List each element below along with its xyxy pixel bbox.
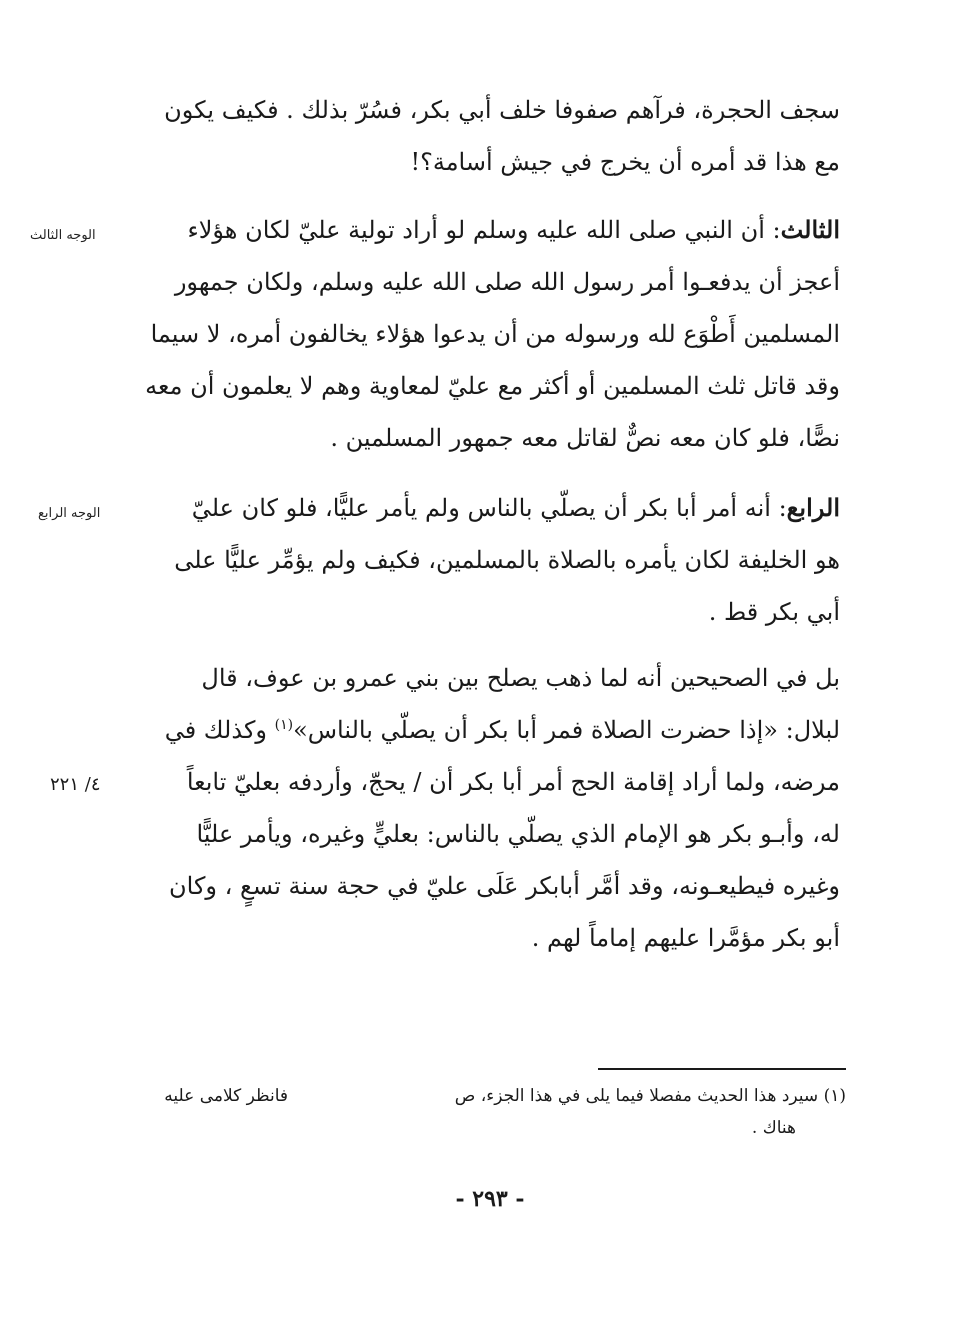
margin-page-reference: ٤/ ٢٢١	[50, 774, 101, 795]
footnote-marker: (١)	[274, 717, 294, 733]
footnote-number: (١)	[823, 1086, 846, 1106]
text-line: له، وأبـو بكر هو الإمام الذي يصلّي بالناس: بعليٍّ وغيره، ويأمر عليًّا	[196, 820, 840, 848]
text-line: سجف الحجرة، فرآهم صفوفا خلف أبي بكر، فسُرّ بذلك . فكيف يكون	[164, 96, 840, 124]
footnote-text: سيرد هذا الحديث مفصلا فيما يلى في هذا الجزء، ص	[454, 1086, 819, 1106]
text-fragment: لبلال: «إذا حضرت الصلاة فمر أبا بكر أن يصلّي بالناس»	[293, 716, 840, 744]
text-line	[140, 204, 840, 256]
text-line: مرضه، ولما أراد إقامة الحج أمر أبا بكر أن / يحجّ، وأردفه بعليّ تابعاً	[186, 768, 840, 796]
text-line: أبو بكر مؤمَّرا عليهم إماماً لهم .	[531, 924, 840, 952]
text-line	[140, 482, 840, 534]
footnote	[390, 1082, 846, 1110]
footnote-continuation: هناك .	[751, 1118, 796, 1138]
paragraph-lead: الثالث	[780, 215, 840, 244]
paragraph-4	[140, 652, 840, 964]
text-line: وقد قاتل ثلث المسلمين أو أكثر مع عليّ لمعاوية وهم لا يعلمون أن معه	[145, 372, 840, 400]
text-line	[140, 704, 840, 756]
text-line: أعجز أن يدفعـوا أمر رسول الله صلى الله عليه وسلم، ولكان جمهور	[174, 268, 840, 296]
paragraph-3	[140, 482, 840, 638]
footnote-separator	[598, 1068, 846, 1070]
paragraph-lead: الرابع	[786, 493, 840, 522]
page-number: - ٢٩٣ -	[455, 1186, 525, 1212]
paragraph-1	[140, 84, 840, 188]
text-line: بل في الصحيحين أنه لما ذهب يصلح بين بني عمرو بن عوف، قال	[201, 664, 840, 692]
margin-note-fourth: الوجه الرابع	[38, 506, 101, 521]
text-fragment: وكذلك في	[164, 716, 275, 744]
text-line: أبي بكر قط .	[708, 598, 840, 626]
text-fragment: : أنه أمر أبا بكر أن يصلّي بالناس ولم يأمر عليًّا، فلو كان عليّ	[191, 494, 787, 522]
text-line: هو الخليفة لكان يأمره بالصلاة بالمسلمين، فكيف ولم يؤمِّر عليًّا على	[174, 546, 840, 574]
text-line: نصًّا، فلو كان معه نصٌّ لقاتل معه جمهور المسلمين .	[330, 424, 840, 452]
margin-note-third: الوجه الثالث	[30, 228, 96, 243]
text-line: مع هذا قد أمره أن يخرج في جيش أسامة؟!	[410, 148, 840, 176]
text-fragment: : أن النبي صلى الله عليه وسلم لو أراد تولية عليّ لكان هؤلاء	[187, 216, 781, 244]
footnote-side-note: فانظر كلامى عليه	[164, 1086, 288, 1106]
text-line: المسلمين أَطْوَع لله ورسوله من أن يدعوا هؤلاء يخالفون أمره، لا سيما	[150, 320, 840, 348]
paragraph-2	[140, 204, 840, 464]
text-line: وغيره فيطيعـونه، وقد أمَّر أبابكر عَلَى عليّ في حجة سنة تسعٍ ، وكان	[169, 872, 840, 900]
